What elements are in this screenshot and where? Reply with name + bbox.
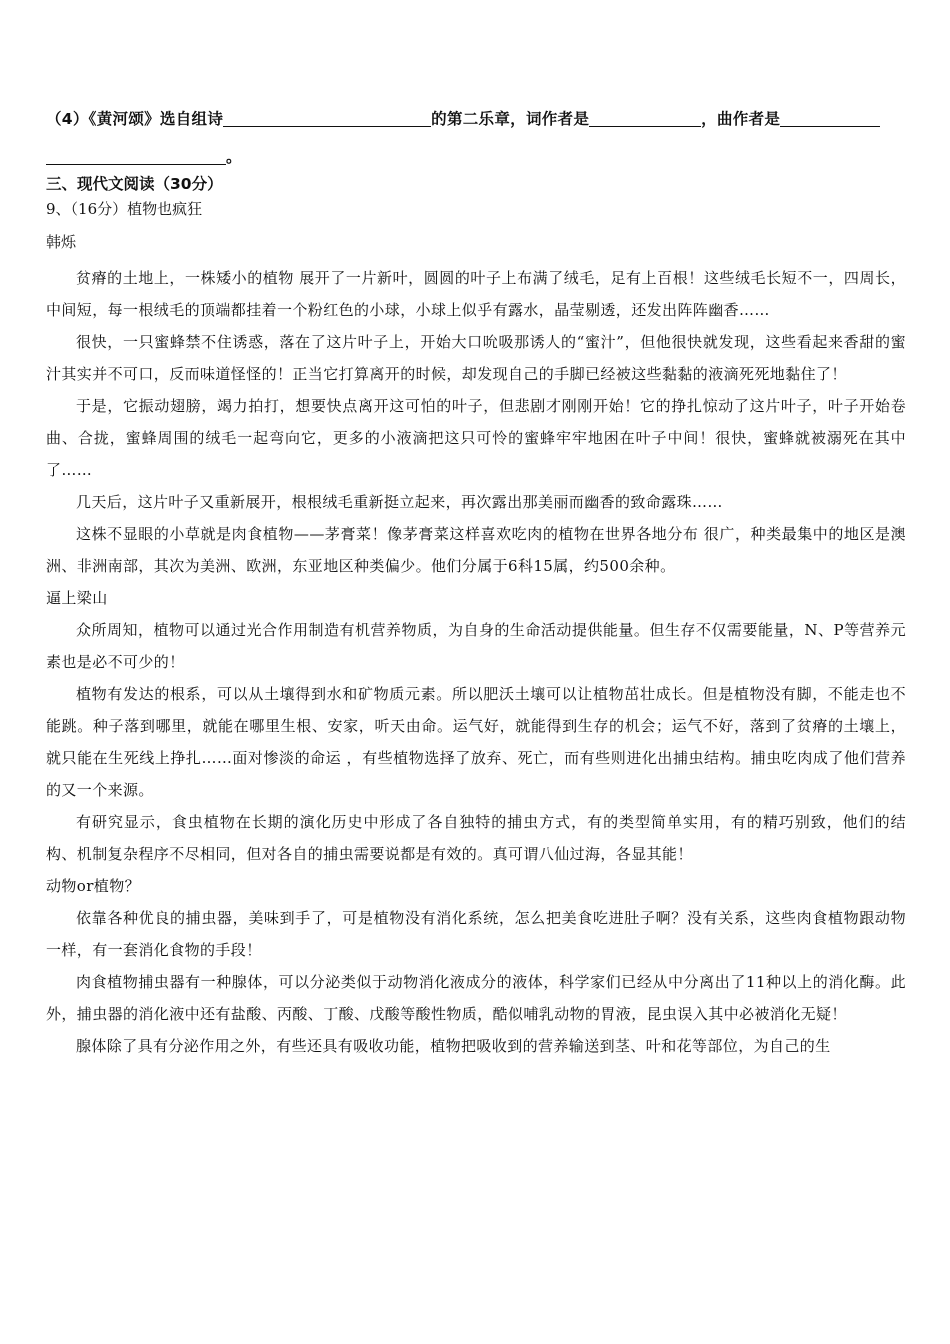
question-4-mid1: 的第二乐章，词作者是 <box>431 110 590 128</box>
question-9-label: 9、（16分）植物也疯狂 <box>46 200 203 218</box>
question-4-prefix: （4）《黄河颂》选自组诗 <box>46 110 224 128</box>
question-4 <box>46 100 906 176</box>
answer-blank-suite[interactable] <box>223 108 431 127</box>
article-body <box>46 262 906 1062</box>
question-4-mid2: ，曲作者是 <box>701 110 781 128</box>
subheading: 逼上梁山 <box>46 589 108 607</box>
paragraph: 有研究显示，食虫植物在长期的演化历史中形成了各自独特的捕虫方式，有的类型简单实用，有的精巧别致，他们的结构、机制复杂程序不尽相同，但对各自的捕虫需要说都是有效的。真可谓八仙过海，各显其能！ <box>46 813 906 863</box>
subheading: 动物or植物？ <box>46 877 141 895</box>
paragraph: 这株不显眼的小草就是肉食植物——茅膏菜！像茅膏菜这样喜欢吃肉的植物在世界各地分布 很广，种类最集中的地区是澳洲、非洲南部，其次为美洲、欧洲，东亚地区种类偏少。他们分属于6科15属，约500余种。 <box>46 525 906 575</box>
paragraph: 腺体除了具有分泌作用之外，有些还具有吸收功能，植物把吸收到的营养输送到茎、叶和花等部位，为自己的生 <box>76 1037 831 1055</box>
answer-blank-lyricist[interactable] <box>589 108 701 127</box>
question-4-end: 。 <box>226 148 242 166</box>
paragraph: 依靠各种优良的捕虫器，美味到手了，可是植物没有消化系统，怎么把美食吃进肚子啊？没有关系，这些肉食植物跟动物一样，有一套消化食物的手段！ <box>46 909 906 959</box>
paragraph: 于是，它振动翅膀，竭力拍打，想要快点离开这可怕的叶子，但悲剧才刚刚开始！它的挣扎惊动了这片叶子，叶子开始卷曲、合拢，蜜蜂周围的绒毛一起弯向它，更多的小液滴把这只可怜的蜜蜂牢牢地困在叶子中间！很快，蜜蜂就被溺死在其中了…… <box>46 397 906 479</box>
answer-blank-composer-cont[interactable] <box>46 146 226 165</box>
paragraph: 几天后，这片叶子又重新展开，根根绒毛重新挺立起来，再次露出那美丽而幽香的致命露珠…… <box>76 493 723 511</box>
author-name: 韩烁 <box>46 233 77 251</box>
paragraph: 贫瘠的土地上，一株矮小的植物 展开了一片新叶，圆圆的叶子上布满了绒毛，足有上百根！这些绒毛长短不一，四周长，中间短，每一根绒毛的顶端都挂着一个粉红色的小球，小球上似乎有露水，晶莹剔透，还发出阵阵幽香…… <box>46 269 906 319</box>
section-title: 三、现代文阅读（30分） <box>46 175 223 193</box>
answer-blank-composer[interactable] <box>780 108 880 127</box>
paragraph: 肉食植物捕虫器有一种腺体，可以分泌类似于动物消化液成分的液体，科学家们已经从中分离出了11种以上的消化酶。此外，捕虫器的消化液中还有盐酸、丙酸、丁酸、戊酸等酸性物质，酷似哺乳动物的胃液，昆虫误入其中必被消化无疑！ <box>46 973 906 1023</box>
paragraph: 众所周知，植物可以通过光合作用制造有机营养物质，为自身的生命活动提供能量。但生存不仅需要能量，N、P等营养元素也是必不可少的！ <box>46 621 906 671</box>
paragraph: 植物有发达的根系，可以从土壤得到水和矿物质元素。所以肥沃土壤可以让植物茁壮成长。但是植物没有脚，不能走也不能跳。种子落到哪里，就能在哪里生根、安家，听天由命。运气好，就能得到生存的机会；运气不好，落到了贫瘠的土壤上，就只能在生死线上挣扎……面对惨淡的命运 ，有些植物选择了放弃、死亡，而有些则进化出捕虫结构。捕虫吃肉成了他们营养的又一个来源。 <box>46 685 906 799</box>
paragraph: 很快，一只蜜蜂禁不住诱惑，落在了这片叶子上，开始大口吮吸那诱人的“蜜汁”，但他很快就发现，这些看起来香甜的蜜汁其实并不可口，反而味道怪怪的！正当它打算离开的时候，却发现自己的手脚已经被这些黏黏的液滴死死地黏住了！ <box>46 333 906 383</box>
